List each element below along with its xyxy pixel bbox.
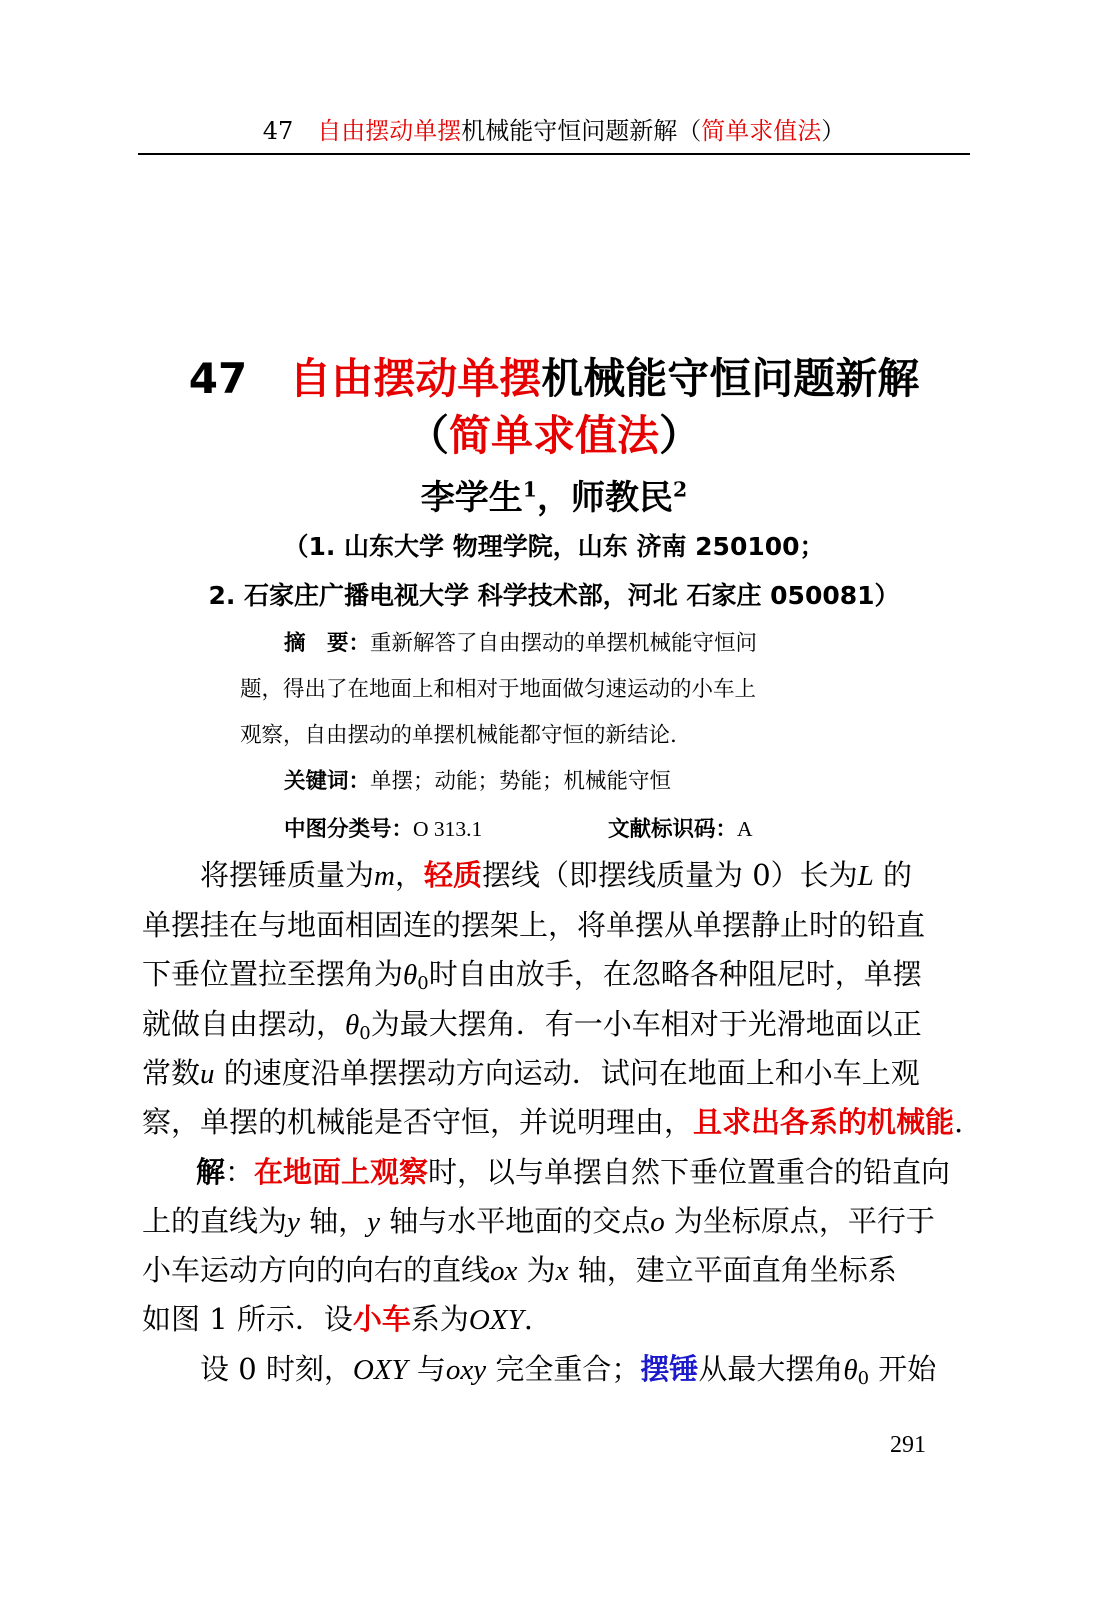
text-run: 完全重合； bbox=[486, 1352, 641, 1386]
highlight-bob: 摆锤 bbox=[640, 1352, 699, 1386]
header-title-black: 机械能守恒问题新解（ bbox=[461, 117, 702, 145]
keywords-label: 关键词 bbox=[284, 769, 349, 794]
header-title-close: ） bbox=[821, 117, 846, 145]
highlight-question: 且求出各系的机械能 bbox=[693, 1105, 955, 1139]
var-oxy: oxy bbox=[445, 1354, 487, 1386]
document-code bbox=[608, 814, 868, 845]
text-run: 常数 bbox=[142, 1056, 201, 1090]
text-run: 与 bbox=[407, 1352, 446, 1386]
highlight-light: 轻质 bbox=[423, 858, 482, 892]
body-p3-line-1 bbox=[200, 1350, 1012, 1389]
text-run: ， bbox=[394, 858, 424, 892]
body-p2-line-1 bbox=[196, 1153, 1008, 1191]
text-run: 的速度沿单摆摆动方向运动．试问在地面上和小车上观 bbox=[214, 1056, 920, 1090]
affiliation-1: （1. 山东大学 物理学院，山东 济南 250100； bbox=[283, 532, 825, 561]
var-theta: θ bbox=[345, 1009, 360, 1041]
title-line-2 bbox=[138, 409, 970, 463]
keywords-colon: ： bbox=[348, 769, 371, 794]
abstract-line-2: 题，得出了在地面上和相对于地面做匀速运动的小车上 bbox=[240, 677, 757, 702]
text-run: 的 bbox=[873, 858, 913, 892]
text-run: 小车运动方向的向右的直线 bbox=[142, 1253, 491, 1287]
text-run: 如图 1 所示．设 bbox=[142, 1302, 353, 1336]
author-1: 李学生 bbox=[420, 478, 523, 518]
var-OXY: OXY bbox=[468, 1304, 524, 1336]
body-p1-line-4 bbox=[142, 1005, 954, 1044]
text-run: 从最大摆角 bbox=[698, 1352, 844, 1386]
var-o: o bbox=[650, 1206, 665, 1238]
text-run: 就做自由摆动， bbox=[142, 1007, 346, 1041]
title-open: （ bbox=[406, 411, 449, 460]
var-theta: θ bbox=[843, 1354, 858, 1386]
text-run: 将摆锤质量为 bbox=[200, 858, 375, 892]
abstract-colon: ： bbox=[348, 631, 371, 656]
title-red: 自由摆动单摆 bbox=[289, 354, 542, 403]
body-p1-line-5 bbox=[142, 1054, 954, 1093]
text-run: 轴， bbox=[299, 1204, 368, 1238]
text-run: 轴与水平地面的交点 bbox=[379, 1204, 651, 1238]
clc-label: 中图分类号 bbox=[284, 817, 392, 842]
text-run: ： bbox=[225, 1155, 255, 1189]
body-p1-line-3 bbox=[142, 955, 954, 994]
text-run: 时，以与单摆自然下垂位置重合的铅直向 bbox=[428, 1155, 951, 1189]
text-run: 下垂位置拉至摆角为 bbox=[142, 957, 404, 991]
subscript: 0 bbox=[857, 1368, 870, 1390]
abstract-label: 摘 要 bbox=[284, 631, 349, 656]
highlight-cart: 小车 bbox=[352, 1302, 411, 1336]
text-run: 为坐标原点，平行于 bbox=[664, 1204, 935, 1238]
author-1-sup: 1 bbox=[522, 477, 537, 502]
abstract-line-1 bbox=[284, 629, 914, 659]
subscript: 0 bbox=[417, 973, 429, 995]
title-line-1 bbox=[138, 352, 970, 406]
doc-code-label: 文献标识码 bbox=[608, 817, 716, 842]
body-p1-line-2: 单摆挂在与地面相固连的摆架上，将单摆从单摆静止时的铅直 bbox=[142, 908, 926, 942]
var-m: m bbox=[374, 860, 395, 892]
body-p1-line-1 bbox=[200, 856, 1012, 895]
title-black: 机械能守恒问题新解 bbox=[541, 354, 920, 403]
text-run: 时自由放手，在忽略各种阻尼时，单摆 bbox=[428, 957, 922, 991]
doc-code-value: A bbox=[737, 817, 753, 841]
text-run: 轴，建立平面直角坐标系 bbox=[568, 1253, 897, 1287]
text-run: 开始 bbox=[869, 1352, 937, 1386]
header-title-method: 简单求值法 bbox=[701, 117, 822, 145]
running-header bbox=[138, 116, 970, 146]
var-x: x bbox=[555, 1255, 569, 1287]
body-p2-line-3 bbox=[142, 1251, 954, 1290]
affiliation-2: 2. 石家庄广播电视大学 科学技术部，河北 石家庄 050081） bbox=[208, 581, 900, 610]
title-number: 47 bbox=[188, 354, 248, 403]
var-y: y bbox=[287, 1206, 300, 1238]
header-rule bbox=[138, 153, 970, 155]
keywords bbox=[284, 767, 914, 797]
solution-label: 解 bbox=[196, 1155, 226, 1189]
var-y: y bbox=[367, 1206, 380, 1238]
body-p2-line-4 bbox=[142, 1300, 954, 1339]
authors bbox=[138, 476, 970, 520]
doc-code-colon: ： bbox=[715, 817, 738, 842]
author-2-sup: 2 bbox=[673, 477, 688, 502]
clc-value: O 313.1 bbox=[413, 817, 483, 841]
title-method: 简单求值法 bbox=[448, 411, 659, 460]
var-OXY: OXY bbox=[352, 1354, 408, 1386]
text-run: 为最大摆角．有一小车相对于光滑地面以正 bbox=[370, 1007, 922, 1041]
author-2: 师教民 bbox=[571, 478, 673, 518]
text-run: 上的直线为 bbox=[142, 1204, 288, 1238]
text-run: 设 0 时刻， bbox=[200, 1352, 353, 1386]
text-run: 摆线（即摆线质量为 0）长为 bbox=[482, 858, 858, 892]
var-theta: θ bbox=[403, 959, 418, 991]
clc-colon: ： bbox=[391, 817, 414, 842]
header-title-red: 自由摆动单摆 bbox=[317, 117, 462, 145]
var-ox: ox bbox=[490, 1255, 518, 1287]
text-run: 系为 bbox=[410, 1302, 469, 1336]
var-L: L bbox=[857, 860, 874, 892]
page-number: 291 bbox=[890, 1432, 926, 1458]
text-run: 为 bbox=[517, 1253, 556, 1287]
abstract-line-3: 观察，自由摆动的单摆机械能都守恒的新结论. bbox=[240, 723, 677, 748]
title-close: ） bbox=[659, 411, 702, 460]
subscript: 0 bbox=[359, 1023, 371, 1045]
text-run: . bbox=[523, 1302, 533, 1336]
body-p1-line-6 bbox=[142, 1103, 964, 1141]
author-sep: ， bbox=[537, 478, 571, 518]
text-run: . bbox=[954, 1105, 964, 1139]
abstract-text-1: 重新解答了自由摆动的单摆机械能守恒问 bbox=[370, 631, 758, 656]
body-p2-line-2 bbox=[142, 1202, 954, 1241]
text-run: 察，单摆的机械能是否守恒，并说明理由， bbox=[142, 1105, 694, 1139]
header-number: 47 bbox=[262, 117, 294, 145]
keywords-text: 单摆；动能；势能；机械能守恒 bbox=[370, 769, 672, 794]
var-u: u bbox=[200, 1058, 215, 1090]
highlight-ground: 在地面上观察 bbox=[254, 1155, 429, 1189]
